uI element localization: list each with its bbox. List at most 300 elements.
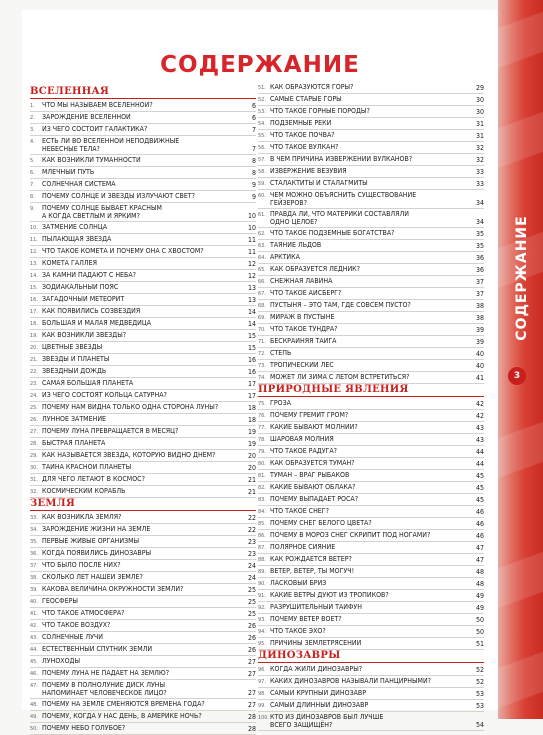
entry-title: РАЗРУШИТЕЛЬНЫЙ ТАЙФУН xyxy=(270,603,362,611)
toc-entry[interactable] xyxy=(258,348,484,360)
entry-number: 83. xyxy=(258,497,266,503)
toc-entry[interactable] xyxy=(30,402,256,414)
entry-number: 65. xyxy=(258,267,266,273)
toc-entry[interactable] xyxy=(258,106,484,118)
entry-page: 25 xyxy=(247,610,256,618)
entry-page: 23 xyxy=(247,550,256,558)
entry-page: 10 xyxy=(247,224,256,232)
entry-title: ТРОПИЧЕСКИЙ ЛЕС xyxy=(270,361,334,369)
toc-entry[interactable] xyxy=(30,330,256,342)
entry-title: СОЛНЕЧНЫЕ ЛУЧИ xyxy=(42,633,104,641)
entry-title: БОЛЬШАЯ И МАЛАЯ МЕДВЕДИЦА xyxy=(42,319,152,327)
toc-entry[interactable] xyxy=(30,414,256,426)
entry-number: 89. xyxy=(258,569,266,575)
entry-title: ПОЧЕМУ НАМ ВИДНА ТОЛЬКО ОДНА СТОРОНА ЛУНЫ? xyxy=(42,403,219,411)
entry-title: КАКИХ ДИНОЗАВРОВ НАЗЫВАЛИ ПАНЦИРНЫМИ? xyxy=(270,677,432,685)
entry-page: 28 xyxy=(247,725,256,733)
entry-title: ПОЧЕМУ ВЕТЕР ВОЕТ? xyxy=(270,615,342,623)
toc-entry[interactable] xyxy=(30,560,256,572)
toc-entry[interactable] xyxy=(30,124,256,136)
toc-entry[interactable] xyxy=(258,542,484,554)
entry-page: 42 xyxy=(475,412,484,420)
entry-number: 56. xyxy=(258,145,266,151)
entry-title: БЫСТРАЯ ПЛАНЕТА xyxy=(42,439,106,447)
entry-page: 45 xyxy=(475,484,484,492)
toc-entry[interactable] xyxy=(258,518,484,530)
toc-entry[interactable] xyxy=(30,548,256,560)
entry-title: СКОЛЬКО ЛЕТ НАШЕЙ ЗЕМЛЕ? xyxy=(42,573,143,581)
entry-number: 5. xyxy=(30,158,35,164)
toc-entry[interactable] xyxy=(258,360,484,372)
entry-number: 55. xyxy=(258,133,266,139)
entry-number: 19. xyxy=(30,333,38,339)
toc-entry[interactable] xyxy=(30,620,256,632)
entry-page: 31 xyxy=(475,120,484,128)
entry-title: ПРИЧИНЫ ЗЕМЛЕТРЯСЕНИЙ xyxy=(270,639,362,647)
entry-number: 51. xyxy=(258,85,266,91)
toc-entry[interactable] xyxy=(30,608,256,620)
entry-title: ПОЧЕМУ ВЫПАДАЕТ РОСА? xyxy=(270,495,359,503)
entry-number: 12. xyxy=(30,249,38,255)
entry-title: САМАЯ БОЛЬШАЯ ПЛАНЕТА xyxy=(42,379,134,387)
entry-page: 47 xyxy=(475,556,484,564)
entry-title: ПОЧЕМУ ЛУНА ПРЕВРАЩАЕТСЯ В МЕСЯЦ? xyxy=(42,427,179,435)
toc-entry[interactable] xyxy=(30,668,256,680)
entry-number: 68. xyxy=(258,303,266,309)
entry-page: 47 xyxy=(475,544,484,552)
entry-page: 17 xyxy=(247,392,256,400)
toc-entry[interactable] xyxy=(258,638,484,650)
entry-page: 6 xyxy=(251,114,256,122)
entry-number: 95. xyxy=(258,641,266,647)
toc-entry[interactable] xyxy=(30,711,256,723)
entry-number: 22. xyxy=(30,369,38,375)
entry-number: 54. xyxy=(258,121,266,127)
toc-entry[interactable] xyxy=(258,446,484,458)
entry-number: 27. xyxy=(30,429,38,435)
toc-entry[interactable] xyxy=(258,312,484,324)
entry-page: 42 xyxy=(475,400,484,408)
toc-entry[interactable] xyxy=(30,632,256,644)
toc-entry[interactable] xyxy=(258,190,484,209)
entry-number: 81. xyxy=(258,473,266,479)
toc-entry[interactable] xyxy=(258,410,484,422)
entry-page: 8 xyxy=(251,157,256,165)
entry-page: 26 xyxy=(247,646,256,654)
entry-title: ЛУННОЕ ЗАТМЕНИЕ xyxy=(42,415,107,423)
entry-number: 53. xyxy=(258,109,266,115)
entry-page: 6 xyxy=(251,102,256,110)
entry-title: ЛАСКОВЫЙ БРИЗ xyxy=(270,579,327,587)
toc-entry[interactable] xyxy=(258,130,484,142)
toc-entry[interactable] xyxy=(30,306,256,318)
entry-number: 76. xyxy=(258,413,266,419)
entry-page: 46 xyxy=(475,532,484,540)
entry-page: 52 xyxy=(475,666,484,674)
entry-page: 18 xyxy=(247,416,256,424)
entry-page: 26 xyxy=(247,622,256,630)
toc-entry[interactable] xyxy=(30,699,256,711)
entry-page: 20 xyxy=(247,452,256,460)
entry-number: 39. xyxy=(30,587,38,593)
entry-title: ЧТО МЫ НАЗЫВАЕМ ВСЕЛЕННОЙ? xyxy=(42,101,153,109)
entry-page: 48 xyxy=(475,580,484,588)
entry-number: 66. xyxy=(258,279,266,285)
toc-entry[interactable] xyxy=(258,602,484,614)
entry-page: 33 xyxy=(475,180,484,188)
entry-page: 39 xyxy=(475,338,484,346)
entry-page: 15 xyxy=(247,344,256,352)
entry-page: 52 xyxy=(475,678,484,686)
toc-entry[interactable] xyxy=(30,426,256,438)
toc-entry[interactable] xyxy=(258,676,484,688)
entry-number: 87. xyxy=(258,545,266,551)
toc-entry[interactable] xyxy=(30,680,256,699)
entry-page: 22 xyxy=(247,526,256,534)
toc-entry[interactable] xyxy=(30,270,256,282)
entry-number: 15. xyxy=(30,285,38,291)
toc-entry[interactable] xyxy=(258,626,484,638)
entry-page: 12 xyxy=(247,272,256,280)
toc-entry[interactable] xyxy=(258,228,484,240)
entry-page: 13 xyxy=(247,296,256,304)
entry-title: ПОЧЕМУ СОЛНЦЕ И ЗВЕЗДЫ ИЗЛУЧАЮТ СВЕТ? xyxy=(42,192,195,200)
entry-page: 24 xyxy=(247,574,256,582)
entry-number: 34. xyxy=(30,527,38,533)
toc-entry[interactable] xyxy=(30,282,256,294)
toc-entry[interactable] xyxy=(258,494,484,506)
toc-entry[interactable] xyxy=(258,578,484,590)
entry-number: 57. xyxy=(258,157,266,163)
entry-number: 86. xyxy=(258,533,266,539)
toc-entry[interactable] xyxy=(30,342,256,354)
entry-title: ЗВЁЗДНЫЙ ДОЖДЬ xyxy=(42,367,107,375)
entry-title: ЧТО ТАКОЕ ТУНДРА? xyxy=(270,325,338,333)
toc-entry[interactable] xyxy=(258,324,484,336)
entry-number: 59. xyxy=(258,181,266,187)
entry-number: 84. xyxy=(258,509,266,515)
entry-title: КАК ВОЗНИКЛА ЗЕМЛЯ? xyxy=(42,513,122,521)
entry-number: 31. xyxy=(30,477,38,483)
entry-title: КАКОВА ВЕЛИЧИНА ОКРУЖНОСТИ ЗЕМЛИ? xyxy=(42,585,184,593)
entry-title: ЗАГАДОЧНЫЙ МЕТЕОРИТ xyxy=(42,295,125,303)
toc-entry[interactable] xyxy=(258,614,484,626)
entry-title: ЧТО ТАКОЕ АТМОСФЕРА? xyxy=(42,609,125,617)
toc-entry[interactable] xyxy=(258,664,484,676)
entry-page: 27 xyxy=(247,701,256,709)
toc-entry[interactable] xyxy=(258,700,484,712)
entry-number: 1. xyxy=(30,103,35,109)
entry-number: 17. xyxy=(30,309,38,315)
toc-entry[interactable] xyxy=(258,264,484,276)
entry-number: 96. xyxy=(258,667,266,673)
entry-title: КАК ВОЗНИКЛИ ТУМАННОСТИ xyxy=(42,156,141,164)
toc-entry[interactable] xyxy=(258,688,484,700)
entry-number: 98. xyxy=(258,691,266,697)
toc-entry[interactable] xyxy=(258,178,484,190)
entry-title: КАК ОБРАЗУЕТСЯ ТУМАН? xyxy=(270,459,355,467)
toc-entry[interactable] xyxy=(30,246,256,258)
entry-number: 26. xyxy=(30,417,38,423)
entry-page: 21 xyxy=(247,476,256,484)
entry-page: 46 xyxy=(475,520,484,528)
entry-number: 78. xyxy=(258,437,266,443)
entry-number: 70. xyxy=(258,327,266,333)
entry-title: ПОДЗЕМНЫЕ РЕКИ xyxy=(270,119,332,127)
entry-page: 13 xyxy=(247,284,256,292)
section-heading: ПРИРОДНЫЕ ЯВЛЕНИЯ xyxy=(258,384,484,397)
toc-entry[interactable] xyxy=(258,566,484,578)
toc-entry[interactable] xyxy=(30,179,256,191)
entry-title: КТО ИЗ ДИНОЗАВРОВ БЫЛ ЛУЧШЕ ВСЕГО ЗАЩИЩЁН? xyxy=(270,713,384,729)
entry-page: 39 xyxy=(475,326,484,334)
entry-page: 32 xyxy=(475,156,484,164)
entry-number: 58. xyxy=(258,169,266,175)
toc-entry[interactable] xyxy=(30,366,256,378)
toc-entry[interactable] xyxy=(258,142,484,154)
toc-entry[interactable] xyxy=(258,422,484,434)
entry-number: 63. xyxy=(258,243,266,249)
entry-page: 19 xyxy=(247,428,256,436)
entry-title: ИЗВЕРЖЕНИЕ ВЕЗУВИЯ xyxy=(270,167,347,175)
toc-entry[interactable] xyxy=(30,524,256,536)
entry-title: МЛЕЧНЫЙ ПУТЬ xyxy=(42,168,95,176)
toc-entry[interactable] xyxy=(30,203,256,222)
toc-entry[interactable] xyxy=(30,462,256,474)
entry-page: 35 xyxy=(475,242,484,250)
entry-page: 29 xyxy=(475,84,484,92)
entry-page: 45 xyxy=(475,496,484,504)
entry-page: 40 xyxy=(475,350,484,358)
toc-entry[interactable] xyxy=(258,209,484,228)
entry-title: ПРАВДА ЛИ, ЧТО МАТЕРИКИ СОСТАВЛЯЛИ ОДНО ЦЕЛОЕ? xyxy=(270,210,409,226)
entry-number: 94. xyxy=(258,629,266,635)
toc-entry[interactable] xyxy=(30,596,256,608)
entry-title: ПОЧЕМУ ГРЕМИТ ГРОМ? xyxy=(270,411,349,419)
entry-title: ПУСТЫНЯ – ЭТО ТАМ, ГДЕ СОВСЕМ ПУСТО? xyxy=(270,301,411,309)
toc-entry[interactable] xyxy=(30,258,256,270)
toc-entry[interactable] xyxy=(258,300,484,312)
entry-page: 28 xyxy=(247,713,256,721)
entry-page: 30 xyxy=(475,108,484,116)
entry-page: 9 xyxy=(251,181,256,189)
entry-number: 2. xyxy=(30,115,35,121)
entry-number: 4. xyxy=(30,139,35,145)
entry-title: КАК РОЖДАЕТСЯ ВЕТЕР? xyxy=(270,555,352,563)
entry-number: 14. xyxy=(30,273,38,279)
toc-entry[interactable] xyxy=(258,240,484,252)
entry-page: 36 xyxy=(475,266,484,274)
entry-number: 8. xyxy=(30,194,35,200)
entry-page: 32 xyxy=(475,144,484,152)
section-heading: ДИНОЗАВРЫ xyxy=(258,650,484,663)
entry-number: 29. xyxy=(30,453,38,459)
entry-number: 24. xyxy=(30,393,38,399)
entry-page: 15 xyxy=(247,332,256,340)
toc-entry[interactable] xyxy=(30,354,256,366)
toc-entry[interactable] xyxy=(30,486,256,498)
toc-entry[interactable] xyxy=(258,554,484,566)
toc-entry[interactable] xyxy=(258,252,484,264)
entry-number: 97. xyxy=(258,679,266,685)
entry-title: ТАЯНИЕ ЛЬДОВ xyxy=(270,241,322,249)
entry-page: 18 xyxy=(247,404,256,412)
toc-entry[interactable] xyxy=(258,530,484,542)
entry-title: ПОЧЕМУ ЛУНА НЕ ПАДАЕТ НА ЗЕМЛЮ? xyxy=(42,669,170,677)
entry-number: 3. xyxy=(30,127,35,133)
entry-page: 40 xyxy=(475,362,484,370)
toc-entry[interactable] xyxy=(258,288,484,300)
toc-entry[interactable] xyxy=(258,482,484,494)
toc-entry[interactable] xyxy=(258,94,484,106)
entry-page: 34 xyxy=(475,218,484,226)
toc-entry[interactable] xyxy=(30,167,256,179)
toc-entry[interactable] xyxy=(30,572,256,584)
entry-title: ГРОЗА xyxy=(270,399,291,407)
entry-title: САМЫЕ СТАРЫЕ ГОРЫ xyxy=(270,95,342,103)
entry-number: 100. xyxy=(258,715,270,721)
entry-page: 37 xyxy=(475,290,484,298)
entry-title: ПОЧЕМУ СНЕГ БЕЛОГО ЦВЕТА? xyxy=(270,519,372,527)
toc-entry[interactable] xyxy=(258,82,484,94)
entry-number: 23. xyxy=(30,381,38,387)
entry-page: 43 xyxy=(475,424,484,432)
entry-page: 30 xyxy=(475,96,484,104)
toc-entry[interactable] xyxy=(30,512,256,524)
toc-entry[interactable] xyxy=(258,166,484,178)
entry-number: 36. xyxy=(30,551,38,557)
entry-title: ЧТО ТАКОЕ ГОРНЫЕ ПОРОДЫ? xyxy=(270,107,370,115)
toc-entry[interactable] xyxy=(30,644,256,656)
entry-number: 64. xyxy=(258,255,266,261)
entry-title: ЛУНОХОДЫ xyxy=(42,657,81,665)
toc-entry[interactable] xyxy=(30,536,256,548)
toc-entry[interactable] xyxy=(30,723,256,735)
entry-number: 61. xyxy=(258,212,266,218)
entry-number: 88. xyxy=(258,557,266,563)
toc-entry[interactable] xyxy=(258,336,484,348)
entry-number: 46. xyxy=(30,671,38,677)
toc-entry[interactable] xyxy=(258,434,484,446)
entry-page: 33 xyxy=(475,168,484,176)
toc-entry[interactable] xyxy=(30,378,256,390)
entry-page: 25 xyxy=(247,598,256,606)
entry-title: ГЕОСФЕРЫ xyxy=(42,597,78,605)
entry-number: 47. xyxy=(30,683,38,689)
toc-entry[interactable] xyxy=(30,222,256,234)
toc-entry[interactable] xyxy=(30,438,256,450)
entry-title: КАК ОБРАЗУЕТСЯ ЛЕДНИК? xyxy=(270,265,360,273)
toc-entry[interactable] xyxy=(258,590,484,602)
entry-page: 20 xyxy=(247,464,256,472)
entry-page: 51 xyxy=(475,640,484,648)
entry-title: ЧТО ТАКОЕ ЭХО? xyxy=(270,627,326,635)
section-heading: ВСЕЛЕННАЯ xyxy=(30,86,256,99)
toc-entry[interactable] xyxy=(258,372,484,384)
entry-number: 79. xyxy=(258,449,266,455)
toc-entry[interactable] xyxy=(30,136,256,155)
entry-page: 38 xyxy=(475,302,484,310)
entry-page: 11 xyxy=(247,248,256,256)
entry-page: 17 xyxy=(247,380,256,388)
entry-title: ЗАРОЖДЕНИЕ ВСЕЛЕННОЙ xyxy=(42,113,131,121)
entry-number: 33. xyxy=(30,515,38,521)
entry-number: 52. xyxy=(258,97,266,103)
entry-page: 44 xyxy=(475,448,484,456)
toc-entry[interactable] xyxy=(30,584,256,596)
toc-entry[interactable] xyxy=(30,112,256,124)
toc-entry[interactable] xyxy=(258,118,484,130)
toc-entry[interactable] xyxy=(258,470,484,482)
entry-page: 43 xyxy=(475,436,484,444)
toc-entry[interactable] xyxy=(258,154,484,166)
toc-entry[interactable] xyxy=(258,398,484,410)
entry-number: 93. xyxy=(258,617,266,623)
entry-number: 92. xyxy=(258,605,266,611)
toc-entry[interactable] xyxy=(30,234,256,246)
toc-entry[interactable] xyxy=(30,155,256,167)
entry-title: ПОЧЕМУ, КОГДА У НАС ДЕНЬ, В АМЕРИКЕ НОЧЬ? xyxy=(42,712,202,720)
entry-number: 45. xyxy=(30,659,38,665)
toc-entry[interactable] xyxy=(258,506,484,518)
entry-number: 48. xyxy=(30,702,38,708)
entry-title: ЧТО ТАКОЕ КОМЕТА И ПОЧЕМУ ОНА С ХВОСТОМ? xyxy=(42,247,204,255)
entry-title: ПОЧЕМУ СОЛНЦЕ БЫВАЕТ КРАСНЫМ А КОГДА СВЕТЛЫМ И ЯРКИМ? xyxy=(42,204,162,220)
toc-entry[interactable] xyxy=(30,474,256,486)
toc-entry[interactable] xyxy=(30,390,256,402)
entry-page: 45 xyxy=(475,472,484,480)
entry-number: 73. xyxy=(258,363,266,369)
entry-page: 54 xyxy=(475,721,484,729)
entry-title: КАК ВОЗНИКЛИ ЗВЁЗДЫ? xyxy=(42,331,127,339)
entry-page: 9 xyxy=(251,193,256,201)
toc-entry[interactable] xyxy=(30,656,256,668)
entry-title: КОГДА ПОЯВИЛИСЬ ДИНОЗАВРЫ xyxy=(42,549,152,557)
entry-title: ЧТО ТАКОЕ СНЕГ? xyxy=(270,507,329,515)
entry-page: 11 xyxy=(247,236,256,244)
toc-entry[interactable] xyxy=(30,191,256,203)
entry-number: 10. xyxy=(30,225,38,231)
toc-entry[interactable] xyxy=(30,318,256,330)
entry-number: 85. xyxy=(258,521,266,527)
toc-entry[interactable] xyxy=(30,450,256,462)
toc-entry[interactable] xyxy=(258,712,484,731)
toc-entry[interactable] xyxy=(30,100,256,112)
entry-page: 21 xyxy=(247,488,256,496)
entry-number: 77. xyxy=(258,425,266,431)
entry-page: 34 xyxy=(475,199,484,207)
entry-page: 8 xyxy=(251,169,256,177)
entry-page: 44 xyxy=(475,460,484,468)
entry-title: КАКИЕ ВЕТРЫ ДУЮТ ИЗ ТРОПИКОВ? xyxy=(270,591,389,599)
entry-page: 7 xyxy=(251,126,256,134)
entry-title: В ЧЁМ ПРИЧИНА ИЗВЕРЖЕНИЙ ВУЛКАНОВ? xyxy=(270,155,413,163)
entry-number: 60. xyxy=(258,193,266,199)
entry-title: ЧТО ТАКОЕ ВУЛКАН? xyxy=(270,143,339,151)
entry-number: 41. xyxy=(30,611,38,617)
entry-page: 10 xyxy=(247,212,256,220)
entry-title: ТАЙНА КРАСНОЙ ПЛАНЕТЫ xyxy=(42,463,132,471)
entry-title: СТАЛАКТИТЫ И СТАЛАГМИТЫ xyxy=(270,179,368,187)
entry-number: 74. xyxy=(258,375,266,381)
toc-entry[interactable] xyxy=(258,276,484,288)
entry-title: МОЖЕТ ЛИ ЗИМА С ЛЕТОМ ВСТРЕТИТЬСЯ? xyxy=(270,373,410,381)
entry-title: КОГДА ЖИЛИ ДИНОЗАВРЫ? xyxy=(270,665,363,673)
toc-entry[interactable] xyxy=(30,294,256,306)
entry-title: СОЛНЕЧНАЯ СИСТЕМА xyxy=(42,180,116,188)
entry-number: 20. xyxy=(30,345,38,351)
toc-entry[interactable] xyxy=(258,458,484,470)
